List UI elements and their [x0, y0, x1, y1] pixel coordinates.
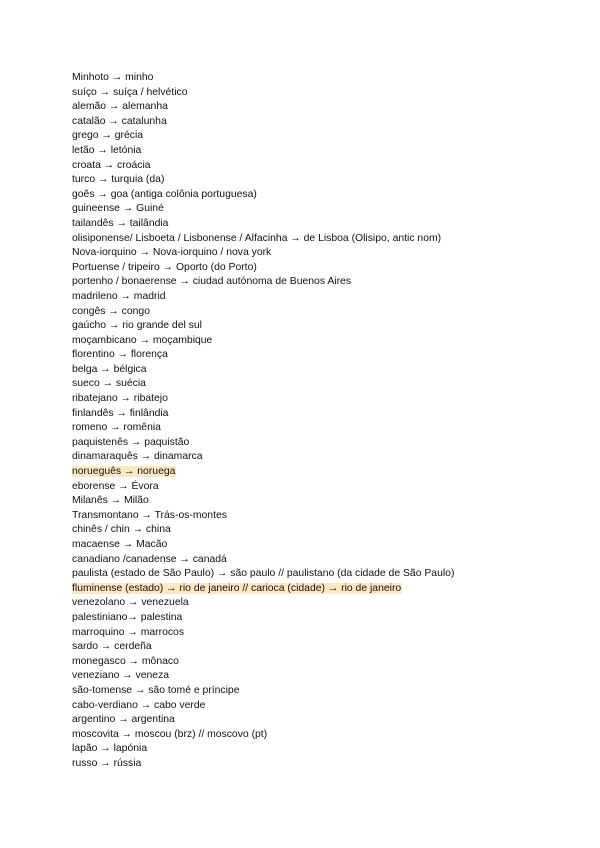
- list-item: [72, 742, 455, 757]
- list-item: [72, 261, 455, 276]
- list-item-text: Portuense / tripeiro → Oporto (do Porto): [72, 261, 257, 273]
- demonym-list: [72, 71, 455, 772]
- list-item-text: eborense → Évora: [72, 480, 159, 492]
- list-item-text: são-tomense → são tomé e príncipe: [72, 684, 240, 696]
- list-item-text: Milanês → Milão: [72, 495, 149, 507]
- list-item-text: moscovita → moscou (brz) // moscovo (pt): [72, 728, 268, 740]
- list-item: [72, 728, 455, 743]
- list-item-text: belga → bélgica: [72, 363, 147, 375]
- list-item: [72, 640, 455, 655]
- list-item: [72, 334, 455, 349]
- list-item-text: portenho / bonaerense → ciudad autónoma de Buenos Aires: [72, 276, 352, 288]
- list-item: [72, 144, 455, 159]
- list-item-text: macaense → Macão: [72, 539, 168, 550]
- list-item: [72, 538, 455, 553]
- list-item-text: guineense → Guiné: [72, 203, 164, 215]
- list-item-text: olisiponense/ Lisboeta / Lisbonense / Alfacinha → de Lisboa (Olisipo, antic nom): [72, 232, 442, 244]
- list-item-text: marroquino → marrocos: [72, 626, 185, 638]
- list-item: [72, 100, 455, 115]
- list-item: [72, 523, 455, 538]
- list-item-text: Nova-iorquino → Nova-iorquino / nova york: [72, 247, 272, 259]
- list-item: [72, 129, 455, 144]
- list-item-text: tailandês → tailândia: [72, 217, 169, 229]
- list-item-text: dinamaraquês → dinamarca: [72, 451, 203, 463]
- list-item: [72, 246, 455, 261]
- list-item: [72, 757, 455, 772]
- list-item: [72, 217, 455, 232]
- list-item: [72, 669, 455, 684]
- list-item-text: letão → letónia: [72, 144, 142, 156]
- list-item-text: suíço → suíça / helvético: [72, 86, 188, 98]
- list-item-text: paulista (estado de São Paulo) → são paulo // paulistano (da cidade de São Paulo): [72, 568, 455, 580]
- list-item-text: argentino → argentina: [72, 714, 175, 726]
- list-item: [72, 509, 455, 524]
- list-item: [72, 611, 455, 626]
- list-item-text: congês → congo: [72, 305, 150, 317]
- list-item-text: cabo-verdiano → cabo verde: [72, 699, 206, 711]
- list-item-text: gaúcho → rio grande del sul: [72, 320, 202, 332]
- list-item: [72, 377, 455, 392]
- list-item: [72, 115, 455, 130]
- list-item: [72, 71, 455, 86]
- list-item: [72, 494, 455, 509]
- list-item-text: Transmontano → Trás-os-montes: [72, 509, 227, 521]
- highlighted-list-item: [72, 582, 455, 597]
- list-item-text: sardo → cerdeña: [72, 641, 152, 653]
- list-item-text: canadiano /canadense → canadá: [72, 553, 227, 565]
- list-item-text: croata → croácia: [72, 159, 151, 171]
- list-item-text: veneziano → veneza: [72, 670, 170, 682]
- list-item-text: grego → grécia: [72, 130, 144, 142]
- list-item-text: florentino → florença: [72, 349, 168, 361]
- list-item: [72, 290, 455, 305]
- list-item: [72, 275, 455, 290]
- list-item-text: monegasco → mônaco: [72, 655, 179, 667]
- list-item: [72, 86, 455, 101]
- list-item-text: moçambicano → moçambique: [72, 334, 213, 346]
- list-item-text: norueguês → noruega: [72, 466, 176, 478]
- list-item-text: goês → goa (antiga colônia portuguesa): [72, 188, 257, 200]
- list-item-text: catalão → catalunha: [72, 115, 167, 127]
- list-item: [72, 407, 455, 422]
- list-item: [72, 305, 455, 320]
- list-item-text: romeno → romênia: [72, 422, 161, 434]
- list-item-text: russo → rússia: [72, 757, 142, 769]
- list-item: [72, 436, 455, 451]
- list-item-text: Minhoto → minho: [72, 72, 154, 83]
- list-item: [72, 655, 455, 670]
- list-item-text: ribatejano → ribatejo: [72, 393, 168, 405]
- list-item-text: sueco → suécia: [72, 378, 146, 390]
- list-item: [72, 159, 455, 174]
- list-item: [72, 421, 455, 436]
- list-item: [72, 319, 455, 334]
- list-item: [72, 553, 455, 568]
- highlighted-list-item: [72, 465, 455, 480]
- list-item-text: venezolano → venezuela: [72, 597, 189, 609]
- list-item-text: finlandês → finlândia: [72, 407, 169, 419]
- list-item: [72, 232, 455, 247]
- list-item: [72, 363, 455, 378]
- list-item-text: chinês / chin → china: [72, 524, 171, 536]
- list-item: [72, 684, 455, 699]
- list-item: [72, 699, 455, 714]
- list-item-text: alemão → alemanha: [72, 101, 168, 113]
- list-item: [72, 450, 455, 465]
- list-item-text: palestiniano→ palestina: [72, 611, 183, 623]
- list-item: [72, 392, 455, 407]
- list-item: [72, 713, 455, 728]
- list-item: [72, 348, 455, 363]
- list-item-text: turco → turquia (da): [72, 174, 165, 186]
- list-item-text: lapão → lapónia: [72, 743, 148, 755]
- list-item-text: paquistenês → paquistão: [72, 436, 190, 448]
- list-item: [72, 596, 455, 611]
- list-item-text: madrileno → madrid: [72, 290, 166, 302]
- list-item: [72, 173, 455, 188]
- list-item-text: fluminense (estado) → rio de janeiro // carioca (cidade) → rio de janeiro: [72, 582, 402, 594]
- list-item: [72, 567, 455, 582]
- list-item: [72, 480, 455, 495]
- list-item: [72, 202, 455, 217]
- list-item: [72, 626, 455, 641]
- list-item: [72, 188, 455, 203]
